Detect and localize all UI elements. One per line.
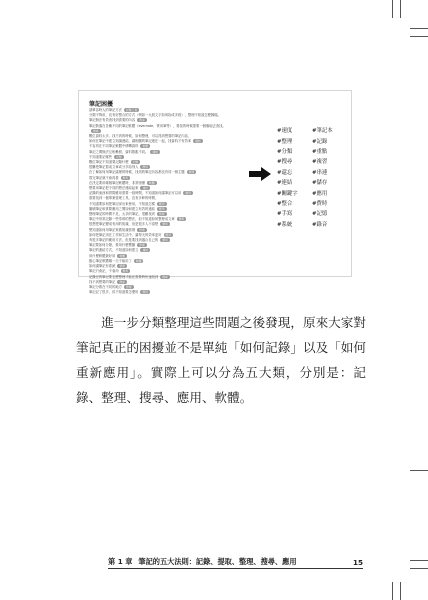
note-tag: 軟體 — [119, 253, 125, 258]
note-text: 想要用筆記把不同的想法連結起來 — [89, 186, 139, 191]
hashtag: #速度 — [277, 128, 293, 135]
note-tag: 整理 — [139, 227, 145, 232]
note-text: 筆記之間無法互相參照，資料散亂不同。 — [89, 149, 149, 154]
note-text: 如何在筆記中建立知識連結，讓相關的筆記連在一起，找資料才有效率 — [89, 139, 192, 144]
note-tag: 連結 — [142, 248, 149, 253]
hashtag: #手寫 — [277, 211, 293, 218]
crop-mark — [410, 28, 428, 29]
hashtag: #記憶 — [312, 211, 328, 218]
note-tag: 搜尋 — [93, 128, 99, 133]
note-text: 很難把筆記寫成文章或分享給別人 — [89, 165, 139, 170]
note-text: 不知道要記哪些 — [89, 154, 113, 159]
note-text: 筆記只會記，不會用 — [89, 269, 119, 274]
hashtag: #費時 — [312, 200, 328, 207]
hashtag: #關鍵字 — [277, 190, 298, 197]
crop-mark — [410, 470, 428, 471]
notes-figure — [78, 90, 352, 295]
note-tag: 應用 — [142, 165, 149, 170]
note-tag: 整理 — [188, 170, 195, 175]
crop-mark — [410, 36, 428, 37]
crop-mark — [392, 0, 393, 18]
note-text: 很想把筆記變成有用的知識，但是很多人不清楚 — [89, 222, 159, 227]
crop-mark — [410, 568, 428, 569]
note-tag: 應用 — [165, 232, 172, 237]
note-tag: 軟體 — [142, 144, 149, 149]
note-text: 寫完筆記就不會再看 — [89, 175, 119, 180]
note-tag: 記錄 — [132, 160, 139, 165]
note-tag: 應用 — [142, 290, 149, 295]
note-tag: 整理 — [139, 243, 145, 248]
note-tag: 連結 — [142, 186, 149, 191]
note-tag: 連結 — [195, 139, 201, 144]
hashtag: #整合 — [277, 200, 293, 207]
note-text: 筆記的連結方式，不知道如何建立 — [89, 248, 139, 253]
hashtag: #還忘 — [277, 169, 293, 176]
note-text: 筆記分散在不同的地方 — [89, 284, 122, 289]
note-text: 記錄的東西和實際應用需要一段時間，不知道如何讓筆記可以用 — [89, 191, 182, 196]
chapter-title: 筆記的五大法則：記錄、提取、整理、搜尋、應用 — [138, 557, 297, 566]
right-arrow-icon — [249, 167, 271, 181]
note-tag: 軟體 — [149, 180, 155, 185]
note-tag: 整理 — [125, 284, 132, 289]
note-tag: 整理 — [158, 212, 165, 217]
note-text: 整理筆記的時間不足，太多的筆記，很難找到 — [89, 212, 155, 217]
crop-mark — [410, 560, 428, 561]
tag-row — [277, 187, 347, 197]
hashtag: #重點 — [312, 148, 328, 155]
hashtag: #分類 — [277, 148, 293, 155]
note-tag: 應用 — [158, 206, 165, 211]
note-text: 筆記無法有效查找到需要的內容 — [89, 118, 136, 123]
note-text: 數位資料太多，找不到的時候，如何整理，可以得到想要的筆記內容， — [89, 134, 192, 139]
hashtag: #筆記本 — [312, 128, 333, 135]
tag-row — [277, 167, 347, 177]
hashtag: #串連 — [312, 169, 328, 176]
crop-mark — [392, 582, 393, 600]
hashtag: #錄音 — [312, 221, 328, 228]
note-tag: 記錄工具 — [125, 108, 138, 112]
note-text: 不容易在不同筆記軟體中移轉資料 — [89, 144, 139, 149]
note-tag: 軟體 — [135, 258, 142, 263]
chapter-label: 第 1 章 — [108, 557, 133, 566]
note-text: 筆記散落在各種不同的筆記軟體（evernote、實用筆等），要找的時候需要一個個地去查找。 — [89, 123, 226, 128]
note-text: 擔心筆記軟體哪一天不能用了 — [89, 258, 132, 263]
hashtag: #搜尋 — [277, 159, 293, 166]
crop-mark — [400, 582, 401, 600]
note-tag: 應用 — [162, 222, 168, 227]
note-text: 記錄完的筆記要怎麼整理才能在需要時快速找到 — [89, 274, 159, 279]
note-tag: 記錄 — [116, 154, 122, 159]
hashtag: #系統 — [277, 221, 293, 228]
tag-row — [277, 198, 347, 208]
hashtag: #應用 — [312, 190, 328, 197]
note-text: 不知道要如何把筆記拿出來使用，不知道怎樣 — [89, 201, 155, 206]
hashtag: #儲存 — [312, 180, 328, 187]
note-item — [89, 290, 244, 295]
note-tag: 連結 — [152, 149, 158, 154]
note-text: 在決定要用哪個筆記軟體時，非常困擾 — [89, 180, 146, 185]
note-text: 找不到想要的筆記 — [89, 279, 116, 284]
paragraph: 進一步分類整理這些問題之後發現，原來大家對筆記真正的困擾並不是單純「如何記錄」以及「如何重新應用」。實際上可以分為五大類，分別是：記錄、整理、搜尋、應用、軟體。 — [76, 315, 366, 405]
body-text — [76, 310, 366, 410]
page-footer — [108, 555, 363, 569]
note-item — [89, 124, 244, 129]
note-text: 如何讓筆記有系統 — [89, 264, 116, 269]
footer-rule — [108, 568, 363, 569]
hashtag: #複習 — [312, 159, 328, 166]
crop-mark — [400, 0, 401, 18]
note-text: 分類不夠用，沒有好整合的方式（例如一大段文字如何拆成多段），整理不知道怎麼歸檔。 — [89, 113, 221, 118]
note-text: 想知道如何用筆記來做知識管理 — [89, 227, 136, 232]
note-text: 用什麼軟體最好用 — [89, 253, 116, 258]
note-tag: 應用 — [178, 217, 185, 222]
hashtag: #連結 — [277, 180, 293, 187]
note-text: 如何把筆記用在工作和生活中，讓每天的效率更好 — [89, 232, 162, 237]
note-tag: 應用 — [185, 191, 191, 196]
tags-panel — [277, 125, 347, 229]
tag-row — [277, 219, 347, 229]
note-text: 請單容時人的筆記方法 — [89, 108, 122, 112]
note-tag: 應用 — [122, 175, 129, 180]
note-tag: 應用 — [122, 269, 129, 274]
note-text: 有很多筆記的應用方法，但是要找到適合自己的 — [89, 238, 159, 243]
note-tag: 搜尋 — [119, 279, 125, 284]
hashtag: #整理 — [277, 138, 293, 145]
hashtag: #記錄 — [312, 138, 328, 145]
note-text: 需要找到一個專案管理工具，沒有多餘的時間， — [89, 196, 159, 201]
note-text: 數位筆記不知道要記錄什麼 — [89, 160, 129, 165]
tag-row — [277, 208, 347, 218]
tag-row — [277, 156, 347, 166]
note-text: 在了解如何用筆記處理的時候，找到的筆記內容都沒有同一個主題 — [89, 170, 185, 175]
note-text: 累積筆記和實際應用之間如何建立有效的連結 — [89, 206, 155, 211]
page-number: 15 — [352, 557, 363, 567]
note-tag: 應用 — [158, 201, 165, 206]
note-tag: 搜尋 — [162, 274, 168, 279]
note-tag: 整理 — [119, 264, 125, 269]
tag-row — [277, 177, 347, 187]
notes-title: 筆記困擾 — [89, 101, 114, 108]
tag-row — [277, 146, 347, 156]
tag-row — [277, 125, 347, 135]
note-tag: 應用 — [162, 238, 168, 243]
note-text: 筆記記了很多，但不知道要怎麼用 — [89, 290, 139, 295]
note-text: 筆記要如何分類，要用什麼標籤 — [89, 243, 136, 248]
note-text: 筆記中常常記錄一些零碎的想法，但不知道如何整理成文章 — [89, 217, 175, 222]
tag-row — [277, 135, 347, 145]
note-tag: 搜尋 — [139, 118, 145, 123]
notes-list — [89, 108, 244, 295]
